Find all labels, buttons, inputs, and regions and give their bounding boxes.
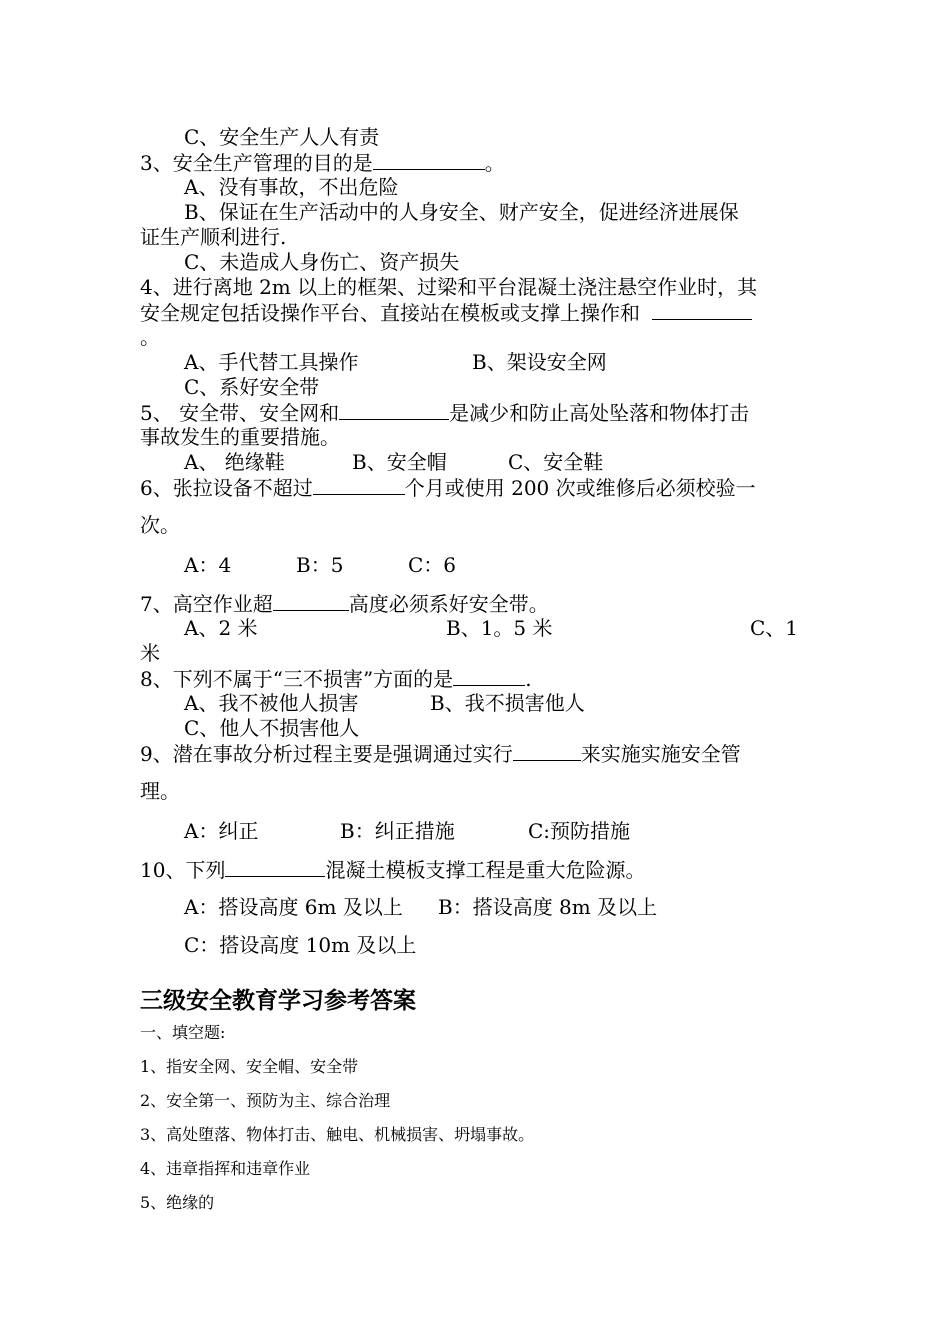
q6-stem-cont: 个月或使用 200 次或维修后必须校验一 bbox=[404, 476, 756, 500]
q4-option-c: C、系好安全带 bbox=[184, 375, 320, 399]
q6-option-a: A：4 bbox=[184, 553, 232, 577]
q8-stem-text: 8、下列不属于“三不损害”方面的是 bbox=[140, 667, 454, 691]
q4-blank bbox=[652, 299, 752, 320]
q7-stem-cont: 高度必须系好安全带。 bbox=[348, 592, 549, 616]
q8-option-c: C、他人不损害他人 bbox=[184, 716, 360, 740]
q3-blank bbox=[373, 149, 485, 170]
q8-option-b: B、我不损害他人 bbox=[430, 691, 585, 715]
answer-item: 3、高处堕落、物体打击、触电、机械损害、坍塌事故。 bbox=[140, 1125, 535, 1144]
q7-option-c: C、1 bbox=[750, 616, 799, 640]
q6-stem-line1 bbox=[140, 474, 756, 501]
q7-blank bbox=[273, 590, 349, 611]
q5-stem-text: 5、 安全带、安全网和 bbox=[140, 401, 340, 425]
answer-item: 2、安全第一、预防为主、综合治理 bbox=[140, 1091, 391, 1110]
answers-title: 三级安全教育学习参考答案 bbox=[140, 988, 416, 1014]
q3-option-b: B、保证在生产活动中的人身安全、财产安全，促进经济进展保 bbox=[184, 200, 739, 224]
q6-option-c: C：6 bbox=[408, 553, 457, 577]
q4-stem-line2 bbox=[140, 299, 752, 326]
q9-stem-cont: 来实施实施安全管 bbox=[580, 742, 741, 766]
q9-option-a: A：纠正 bbox=[184, 819, 259, 843]
q4-stem-end: 。 bbox=[140, 325, 160, 349]
q6-blank bbox=[313, 474, 405, 495]
q4-option-b: B、架设安全网 bbox=[472, 350, 607, 374]
q8-stem bbox=[140, 665, 532, 692]
q6-stem-line2: 次。 bbox=[140, 513, 180, 537]
q3-option-a: A、没有事故，不出危险 bbox=[184, 175, 399, 199]
q4-option-a: A、手代替工具操作 bbox=[184, 350, 359, 374]
answers-section-heading: 一、填空题: bbox=[140, 1023, 226, 1042]
q10-option-a: A：搭设高度 6m 及以上 bbox=[184, 895, 403, 919]
q9-stem-line2: 理。 bbox=[140, 779, 180, 803]
q5-stem-cont: 是减少和防止高处坠落和物体打击 bbox=[449, 401, 750, 425]
q5-blank bbox=[339, 399, 449, 420]
q5-option-a: A、 绝缘鞋 bbox=[184, 450, 285, 474]
q7-option-b: B、1。5 米 bbox=[446, 616, 553, 640]
q5-option-b: B、安全帽 bbox=[352, 450, 447, 474]
q8-option-a: A、我不被他人损害 bbox=[184, 691, 359, 715]
answer-item: 1、指安全网、安全帽、安全带 bbox=[140, 1057, 359, 1076]
q9-option-c: C:预防措施 bbox=[528, 819, 631, 843]
q4-stem-line1: 4、进行离地 2m 以上的框架、过梁和平台混凝土浇注悬空作业时，其 bbox=[140, 275, 758, 299]
q9-blank bbox=[513, 740, 581, 761]
q3-stem-end: 。 bbox=[484, 151, 505, 175]
q3-option-c: C、未造成人身伤亡、资产损失 bbox=[184, 250, 460, 274]
q3-stem-text: 3、安全生产管理的目的是 bbox=[140, 151, 373, 175]
q4-stem-text: 安全规定包括设操作平台、直接站在模板或支撑上操作和 bbox=[140, 301, 640, 325]
q3-stem bbox=[140, 149, 505, 176]
q5-stem-line2: 事故发生的重要措施。 bbox=[140, 425, 340, 449]
q7-stem-text: 7、高空作业超 bbox=[140, 592, 273, 616]
q6-option-b: B：5 bbox=[296, 553, 344, 577]
q9-option-b: B：纠正措施 bbox=[340, 819, 455, 843]
q7-option-c-cont: 米 bbox=[140, 641, 160, 665]
answer-item: 5、绝缘的 bbox=[140, 1193, 215, 1212]
q10-stem-text: 10、下列 bbox=[140, 858, 226, 882]
q5-stem-line1 bbox=[140, 399, 749, 426]
q9-stem-line1 bbox=[140, 740, 741, 767]
q10-option-c: C：搭设高度 10m 及以上 bbox=[184, 933, 417, 957]
q3-option-b-cont: 证生产顺利进行. bbox=[140, 225, 287, 249]
q2-option-c: C、安全生产人人有责 bbox=[184, 125, 380, 149]
q10-stem bbox=[140, 856, 645, 883]
q5-option-c: C、安全鞋 bbox=[508, 450, 604, 474]
q7-stem bbox=[140, 590, 549, 617]
q9-stem-text: 9、潜在事故分析过程主要是强调通过实行 bbox=[140, 742, 513, 766]
q8-blank bbox=[453, 665, 525, 686]
q8-stem-end: . bbox=[525, 667, 532, 691]
q10-option-b: B：搭设高度 8m 及以上 bbox=[438, 895, 658, 919]
answer-item: 4、违章指挥和违章作业 bbox=[140, 1159, 311, 1178]
q10-stem-cont: 混凝土模板支撑工程是重大危险源。 bbox=[325, 858, 646, 882]
q6-stem-text: 6、张拉设备不超过 bbox=[140, 476, 313, 500]
q10-blank bbox=[225, 856, 325, 877]
q7-option-a: A、2 米 bbox=[184, 616, 258, 640]
